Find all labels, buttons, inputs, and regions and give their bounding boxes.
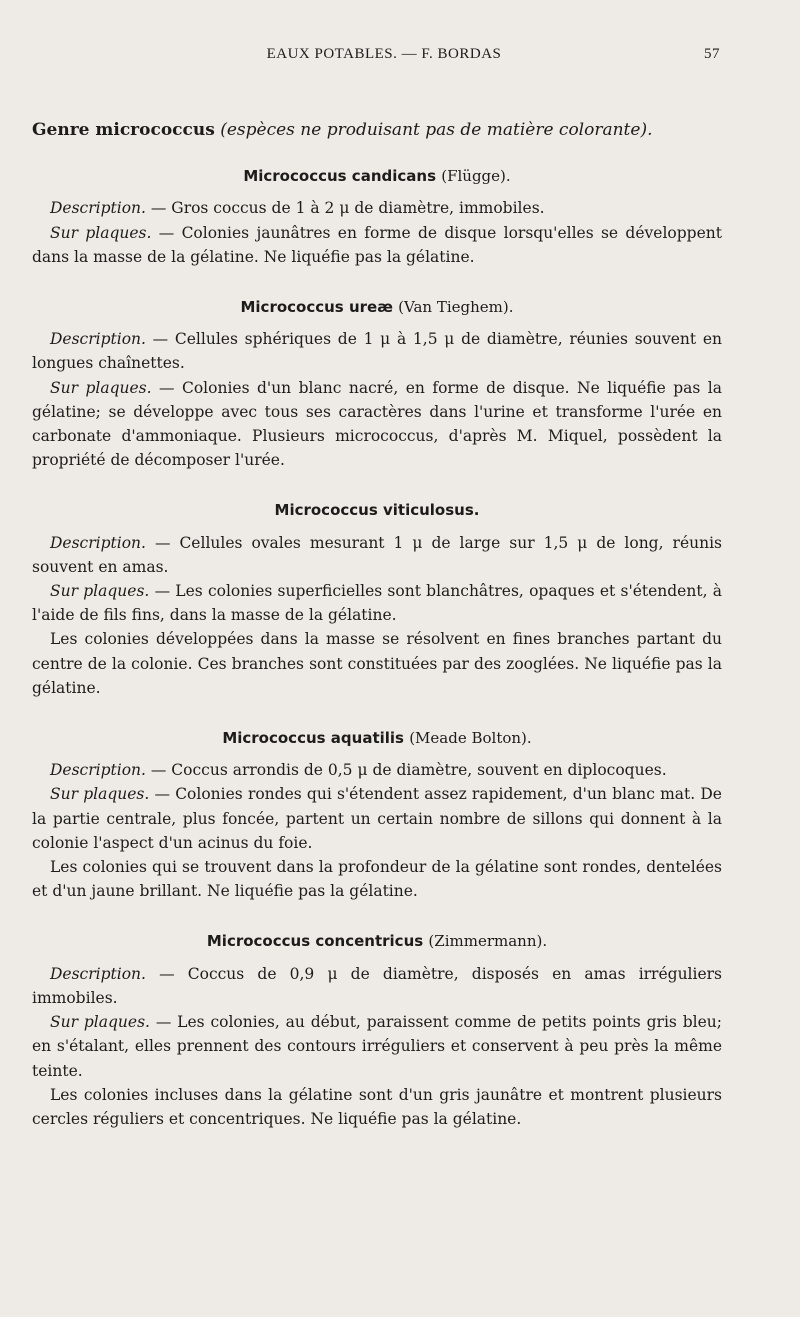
species-paragraph bbox=[32, 782, 722, 855]
paragraph-text: — Coccus arrondis de 0,5 μ de diamètre, souvent en diplocoques. bbox=[145, 761, 667, 780]
species-paragraph bbox=[32, 1010, 722, 1083]
paragraph-text: Les colonies développées dans la masse se résolvent en fines branches partant du centre de la colonie. Ces branches sont constituées par des zooglées. Ne liquéfie pas la gélatine. bbox=[32, 630, 722, 697]
paragraph-label: Description. bbox=[50, 761, 146, 780]
species-section bbox=[32, 498, 722, 700]
species-heading bbox=[32, 929, 722, 953]
species-name: Micrococcus ureæ bbox=[240, 298, 393, 317]
paragraph-label: Sur plaques. bbox=[50, 378, 152, 397]
species-paragraph bbox=[32, 579, 722, 627]
genre-name: Genre micrococcus bbox=[32, 120, 215, 140]
paragraph-text: — Colonies d'un blanc nacré, en forme de disque. Ne liquéfie pas la gélatine; se développe avec tous ses caractères dans l'urine et transforme l'urée en carbonate d'ammoniaque. Plusieurs micrococcus, d'après M. Miquel, possèdent la propriété de décomposer l'urée. bbox=[32, 378, 722, 470]
species-section bbox=[32, 929, 722, 1131]
paragraph-text: Les colonies incluses dans la gélatine sont d'un gris jaunâtre et montrent plusieurs cercles réguliers et concentriques. Ne liquéfie pas la gélatine. bbox=[32, 1085, 722, 1128]
paragraph-text: — Colonies rondes qui s'étendent assez rapidement, d'un blanc mat. De la partie centrale, plus foncée, partent un certain nombre de sillons qui donnent à la colonie l'aspect d'un acinus du foie. bbox=[32, 785, 722, 852]
species-paragraph bbox=[32, 327, 722, 375]
paragraph-label: Description. bbox=[50, 533, 146, 552]
paragraph-label: Sur plaques. bbox=[50, 785, 150, 804]
species-section bbox=[32, 726, 722, 903]
species-heading bbox=[32, 726, 722, 750]
species-heading bbox=[32, 498, 722, 522]
paragraph-label: Description. bbox=[50, 330, 146, 349]
species-name: Micrococcus aquatilis bbox=[222, 729, 404, 748]
page-number: 57 bbox=[704, 46, 720, 62]
species-paragraph bbox=[32, 376, 722, 473]
genre-heading bbox=[32, 118, 722, 142]
species-paragraph bbox=[32, 758, 722, 782]
paragraph-text: — Colonies jaunâtres en forme de disque lorsqu'elles se développent dans la masse de la gélatine. Ne liquéfie pas la gélatine. bbox=[32, 223, 722, 266]
species-author: (Flügge). bbox=[441, 167, 511, 186]
paragraph-text: — Cellules ovales mesurant 1 μ de large sur 1,5 μ de long, réunis souvent en amas. bbox=[32, 533, 722, 576]
paragraph-label: Sur plaques. bbox=[50, 1013, 150, 1032]
species-paragraph bbox=[32, 627, 722, 700]
paragraph-text: — Coccus de 0,9 μ de diamètre, disposés en amas irréguliers immobiles. bbox=[32, 964, 722, 1007]
species-name: Micrococcus concentricus bbox=[206, 932, 424, 951]
species-paragraph bbox=[32, 196, 722, 220]
species-paragraph bbox=[32, 531, 722, 579]
species-author: (Van Tieghem). bbox=[398, 298, 514, 317]
paragraph-text: — Gros coccus de 1 à 2 μ de diamètre, immobiles. bbox=[145, 199, 545, 218]
species-paragraph bbox=[32, 962, 722, 1010]
paragraph-label: Sur plaques. bbox=[50, 223, 152, 242]
paragraph-text: — Les colonies superficielles sont blanchâtres, opaques et s'étendent, à l'aide de fils fins, dans la masse de la gélatine. bbox=[32, 582, 722, 625]
species-paragraph bbox=[32, 221, 722, 269]
paragraph-label: Description. bbox=[50, 964, 146, 983]
paragraph-label: Description. bbox=[50, 199, 146, 218]
paragraph-label: Sur plaques. bbox=[50, 582, 150, 601]
species-paragraph bbox=[32, 855, 722, 903]
genre-note: (espèces ne produisant pas de matière colorante). bbox=[220, 120, 653, 140]
running-title: EAUX POTABLES. — F. BORDAS bbox=[266, 46, 502, 62]
species-paragraph bbox=[32, 1083, 722, 1131]
page-content bbox=[32, 118, 722, 1131]
species-name: Micrococcus candicans bbox=[243, 167, 436, 186]
species-author: (Meade Bolton). bbox=[409, 729, 532, 748]
species-list bbox=[32, 164, 722, 1131]
species-heading bbox=[32, 164, 722, 188]
species-section bbox=[32, 164, 722, 269]
species-name: Micrococcus viticulosus. bbox=[274, 501, 480, 520]
paragraph-text: — Cellules sphériques de 1 μ à 1,5 μ de diamètre, réunies souvent en longues chaînettes. bbox=[32, 330, 722, 373]
species-author: (Zimmermann). bbox=[428, 932, 548, 951]
paragraph-text: — Les colonies, au début, paraissent comme de petits points gris bleu; en s'étalant, elles prennent des contours irréguliers et conservent à peu près la même teinte. bbox=[32, 1013, 722, 1080]
species-section bbox=[32, 295, 722, 472]
species-heading bbox=[32, 295, 722, 319]
paragraph-text: Les colonies qui se trouvent dans la profondeur de la gélatine sont rondes, dentelées et d'un jaune brillant. Ne liquéfie pas la gélatine. bbox=[32, 858, 722, 901]
